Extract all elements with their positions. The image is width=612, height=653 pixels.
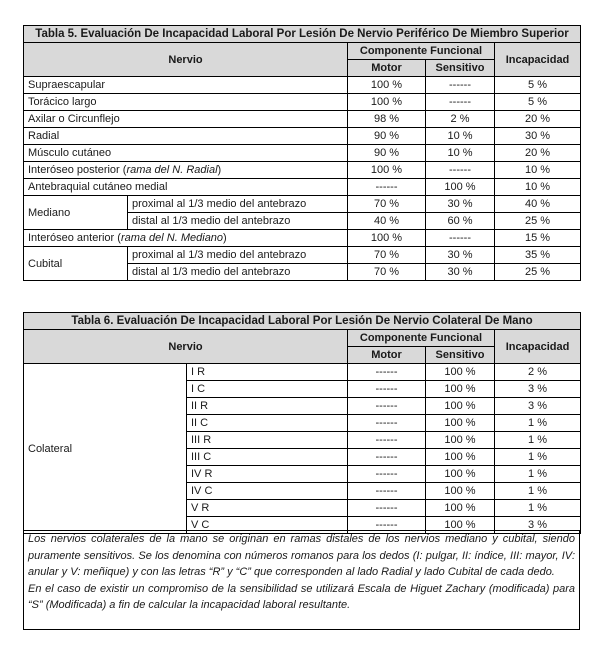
incapacidad-cell: 25 % — [495, 213, 581, 230]
header-sensitivo: Sensitivo — [426, 347, 495, 364]
sensitivo-cell: ------ — [426, 162, 495, 179]
motor-cell: ------ — [348, 449, 426, 466]
incapacidad-cell: 30 % — [495, 128, 581, 145]
motor-cell: ------ — [348, 179, 426, 196]
nervio-branch-note: rama del N. Radial — [126, 164, 218, 176]
table-row — [24, 162, 581, 179]
table-6-title: Tabla 6. Evaluación De Incapacidad Laboral Por Lesión De Nervio Colateral De Mano — [24, 313, 581, 330]
header-motor: Motor — [348, 60, 426, 77]
incapacidad-cell: 1 % — [495, 449, 581, 466]
incapacidad-cell: 3 % — [495, 517, 581, 534]
table-row — [24, 247, 581, 264]
rama-cell: II C — [187, 415, 348, 432]
table-row — [24, 179, 581, 196]
sensitivo-cell: 100 % — [426, 449, 495, 466]
sensitivo-cell: 30 % — [426, 196, 495, 213]
table-6 — [23, 312, 581, 534]
table-row — [24, 230, 581, 247]
table-row — [24, 128, 581, 145]
nivel-cell: distal al 1/3 medio del antebrazo — [128, 264, 348, 281]
rama-cell: IV R — [187, 466, 348, 483]
header-sensitivo: Sensitivo — [426, 60, 495, 77]
header-componente-funcional: Componente Funcional — [348, 330, 495, 347]
nervio-group-mediano: Mediano — [24, 196, 128, 230]
motor-cell: ------ — [348, 483, 426, 500]
motor-cell: ------ — [348, 466, 426, 483]
nervio-group-cubital: Cubital — [24, 247, 128, 281]
nervio-text: Interóseo posterior ( — [28, 164, 127, 176]
sensitivo-cell: ------ — [426, 94, 495, 111]
sensitivo-cell: 100 % — [426, 179, 495, 196]
motor-cell: 100 % — [348, 77, 426, 94]
rama-cell: III R — [187, 432, 348, 449]
table-5-title: Tabla 5. Evaluación De Incapacidad Laboral Por Lesión De Nervio Periférico De Miembro Superior — [24, 26, 581, 43]
motor-cell: 90 % — [348, 128, 426, 145]
motor-cell: 90 % — [348, 145, 426, 162]
nervio-cell: Supraescapular — [24, 77, 348, 94]
table-row — [24, 111, 581, 128]
header-nervio: Nervio — [24, 330, 348, 364]
nervio-branch-note: rama del N. Mediano — [120, 232, 224, 244]
sensitivo-cell: 30 % — [426, 264, 495, 281]
table-5 — [23, 25, 581, 281]
rama-cell: IV C — [187, 483, 348, 500]
nervio-cell: Músculo cutáneo — [24, 145, 348, 162]
motor-cell: 70 % — [348, 264, 426, 281]
nervio-cell: Axilar o Circunflejo — [24, 111, 348, 128]
nervio-cell — [24, 230, 348, 247]
table-row — [24, 196, 581, 213]
incapacidad-cell: 3 % — [495, 381, 581, 398]
incapacidad-cell: 10 % — [495, 162, 581, 179]
table-row — [24, 145, 581, 162]
rama-cell: V R — [187, 500, 348, 517]
sensitivo-cell: 100 % — [426, 381, 495, 398]
rama-cell: II R — [187, 398, 348, 415]
rama-cell: I R — [187, 364, 348, 381]
sensitivo-cell: 2 % — [426, 111, 495, 128]
table-row — [24, 94, 581, 111]
motor-cell: ------ — [348, 415, 426, 432]
sensitivo-cell: 100 % — [426, 500, 495, 517]
table-6-footnote — [23, 530, 580, 630]
nervio-group-colateral: Colateral — [24, 364, 187, 534]
rama-cell: I C — [187, 381, 348, 398]
sensitivo-cell: 100 % — [426, 398, 495, 415]
incapacidad-cell: 20 % — [495, 145, 581, 162]
sensitivo-cell: 10 % — [426, 145, 495, 162]
incapacidad-cell: 40 % — [495, 196, 581, 213]
motor-cell: ------ — [348, 432, 426, 449]
motor-cell: 40 % — [348, 213, 426, 230]
motor-cell: ------ — [348, 398, 426, 415]
nervio-cell: Torácico largo — [24, 94, 348, 111]
nervio-text-end: ) — [223, 232, 227, 244]
motor-cell: ------ — [348, 381, 426, 398]
rama-cell: V C — [187, 517, 348, 534]
motor-cell: ------ — [348, 500, 426, 517]
motor-cell: 100 % — [348, 230, 426, 247]
incapacidad-cell: 15 % — [495, 230, 581, 247]
motor-cell: 98 % — [348, 111, 426, 128]
sensitivo-cell: 100 % — [426, 466, 495, 483]
footnote-paragraph-1: Los nervios colaterales de la mano se originan en ramas distales de los nervios mediano y cubital, siendo puramente sensitivos. Se los denomina con números romanos para los dedos (I: pulgar, II: índice, III: mayor, IV: anular y V: meñique) y con las letras “R” y “C” que corresponden al lado Radial y lado Cubital de cada dedo. — [28, 533, 575, 578]
incapacidad-cell: 1 % — [495, 432, 581, 449]
header-nervio: Nervio — [24, 43, 348, 77]
header-motor: Motor — [348, 347, 426, 364]
nervio-text-end: ) — [217, 164, 222, 176]
footnote-paragraph-2: En el caso de existir un compromiso de la sensibilidad se utilizará Escala de Higuet Zachary (modificada) para “S” (Modificada) a fin de calcular la incapacidad laboral resultante. — [28, 582, 575, 611]
header-componente-funcional: Componente Funcional — [348, 43, 495, 60]
incapacidad-cell: 3 % — [495, 398, 581, 415]
incapacidad-cell: 1 % — [495, 466, 581, 483]
nervio-cell: Antebraquial cutáneo medial — [24, 179, 348, 196]
incapacidad-cell: 1 % — [495, 483, 581, 500]
table-row — [24, 364, 581, 381]
header-incapacidad: Incapacidad — [495, 43, 581, 77]
nivel-cell: proximal al 1/3 medio del antebrazo — [128, 247, 348, 264]
incapacidad-cell: 10 % — [495, 179, 581, 196]
sensitivo-cell: 100 % — [426, 483, 495, 500]
rama-cell: III C — [187, 449, 348, 466]
header-incapacidad: Incapacidad — [495, 330, 581, 364]
sensitivo-cell: ------ — [426, 230, 495, 247]
incapacidad-cell: 1 % — [495, 500, 581, 517]
incapacidad-cell: 1 % — [495, 415, 581, 432]
sensitivo-cell: 60 % — [426, 213, 495, 230]
motor-cell: 70 % — [348, 196, 426, 213]
incapacidad-cell: 20 % — [495, 111, 581, 128]
nervio-cell: Radial — [24, 128, 348, 145]
motor-cell: ------ — [348, 364, 426, 381]
nervio-text: Interóseo anterior ( — [28, 232, 121, 244]
sensitivo-cell: 30 % — [426, 247, 495, 264]
motor-cell: 70 % — [348, 247, 426, 264]
sensitivo-cell: 100 % — [426, 432, 495, 449]
nivel-cell: proximal al 1/3 medio del antebrazo — [128, 196, 348, 213]
incapacidad-cell: 2 % — [495, 364, 581, 381]
incapacidad-cell: 35 % — [495, 247, 581, 264]
nivel-cell: distal al 1/3 medio del antebrazo — [128, 213, 348, 230]
motor-cell: 100 % — [348, 94, 426, 111]
motor-cell: ------ — [348, 517, 426, 534]
incapacidad-cell: 5 % — [495, 77, 581, 94]
sensitivo-cell: 100 % — [426, 517, 495, 534]
incapacidad-cell: 5 % — [495, 94, 581, 111]
sensitivo-cell: ------ — [426, 77, 495, 94]
sensitivo-cell: 10 % — [426, 128, 495, 145]
sensitivo-cell: 100 % — [426, 415, 495, 432]
motor-cell: 100 % — [348, 162, 426, 179]
incapacidad-cell: 25 % — [495, 264, 581, 281]
nervio-cell — [24, 162, 348, 179]
sensitivo-cell: 100 % — [426, 364, 495, 381]
table-row — [24, 77, 581, 94]
